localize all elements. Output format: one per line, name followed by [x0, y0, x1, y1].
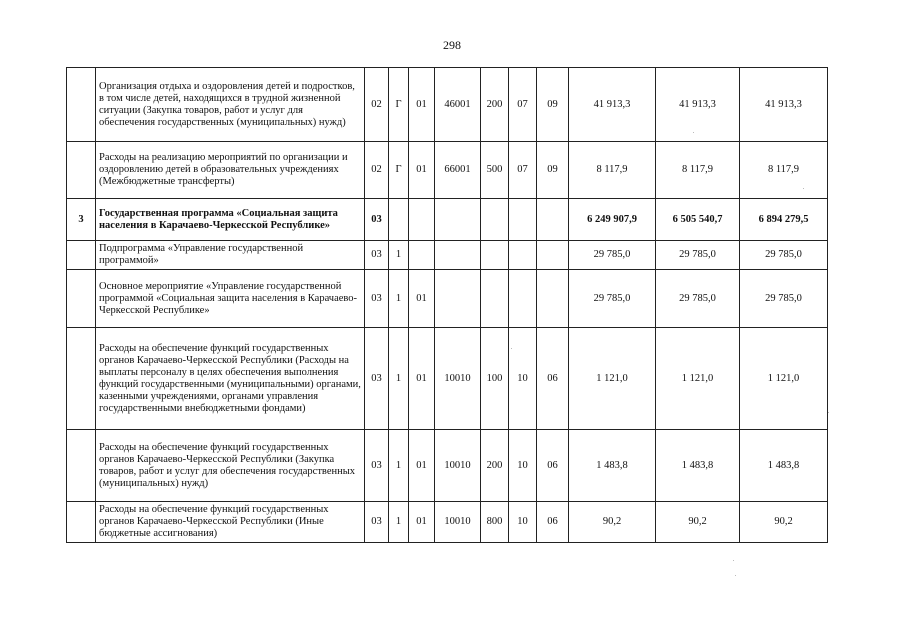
amount-year-1: 90,2 — [569, 502, 656, 543]
code-expense-type — [481, 241, 509, 270]
code-section: 10 — [509, 502, 537, 543]
code-subprogram: 1 — [389, 430, 409, 502]
row-number — [67, 502, 96, 543]
code-program: 03 — [365, 270, 389, 328]
code-event: 01 — [409, 68, 435, 142]
code-expense-type: 800 — [481, 502, 509, 543]
amount-year-3: 6 894 279,5 — [740, 199, 828, 241]
code-subprogram: 1 — [389, 502, 409, 543]
code-subprogram: 1 — [389, 270, 409, 328]
code-subsection: 09 — [537, 142, 569, 199]
table-row — [67, 270, 828, 328]
amount-year-2: 29 785,0 — [656, 270, 740, 328]
table-row — [67, 68, 828, 142]
table-row — [67, 142, 828, 199]
budget-table — [66, 67, 828, 543]
amount-year-1: 41 913,3 — [569, 68, 656, 142]
code-program: 03 — [365, 241, 389, 270]
code-subprogram: 1 — [389, 328, 409, 430]
code-expense-type — [481, 199, 509, 241]
amount-year-3: 1 483,8 — [740, 430, 828, 502]
amount-year-3: 8 117,9 — [740, 142, 828, 199]
row-number — [67, 430, 96, 502]
amount-year-2: 8 117,9 — [656, 142, 740, 199]
code-program: 03 — [365, 430, 389, 502]
amount-year-2: 1 483,8 — [656, 430, 740, 502]
code-event — [409, 199, 435, 241]
row-number — [67, 68, 96, 142]
amount-year-1: 29 785,0 — [569, 270, 656, 328]
scan-speck — [693, 132, 694, 133]
code-event: 01 — [409, 328, 435, 430]
scan-speck — [803, 188, 804, 189]
table-row — [67, 430, 828, 502]
code-subsection: 09 — [537, 68, 569, 142]
scan-speck — [735, 575, 736, 576]
code-section: 07 — [509, 142, 537, 199]
table-row — [67, 328, 828, 430]
table-row — [67, 502, 828, 543]
code-direction — [435, 270, 481, 328]
code-event — [409, 241, 435, 270]
code-subprogram: Г — [389, 68, 409, 142]
row-description: Расходы на обеспечение функций государственных органов Карачаево-Черкесской Республики (Закупка товаров, работ и услуг для обеспечения государственных (муниципальных) нужд) — [96, 430, 365, 502]
row-number — [67, 241, 96, 270]
code-section — [509, 241, 537, 270]
row-number — [67, 142, 96, 199]
code-program: 02 — [365, 68, 389, 142]
code-expense-type — [481, 270, 509, 328]
code-subsection — [537, 270, 569, 328]
amount-year-2: 1 121,0 — [656, 328, 740, 430]
amount-year-3: 90,2 — [740, 502, 828, 543]
code-direction: 10010 — [435, 502, 481, 543]
code-section: 07 — [509, 68, 537, 142]
code-program: 03 — [365, 328, 389, 430]
code-expense-type: 200 — [481, 68, 509, 142]
code-direction: 10010 — [435, 430, 481, 502]
page-number: 298 — [443, 38, 461, 52]
row-number — [67, 270, 96, 328]
code-subsection: 06 — [537, 430, 569, 502]
amount-year-2: 29 785,0 — [656, 241, 740, 270]
row-description: Подпрограмма «Управление государственной программой» — [96, 241, 365, 270]
code-section: 10 — [509, 430, 537, 502]
amount-year-1: 1 483,8 — [569, 430, 656, 502]
scan-speck — [733, 560, 734, 561]
scan-speck — [828, 412, 829, 413]
amount-year-3: 41 913,3 — [740, 68, 828, 142]
code-direction: 66001 — [435, 142, 481, 199]
code-subsection — [537, 199, 569, 241]
code-subsection — [537, 241, 569, 270]
code-expense-type: 200 — [481, 430, 509, 502]
row-description: Расходы на реализацию мероприятий по организации и оздоровлению детей в образовательных учреждениях (Межбюджетные трансферты) — [96, 142, 365, 199]
code-program: 03 — [365, 199, 389, 241]
amount-year-3: 1 121,0 — [740, 328, 828, 430]
code-section — [509, 199, 537, 241]
code-direction — [435, 241, 481, 270]
code-direction: 46001 — [435, 68, 481, 142]
code-program: 02 — [365, 142, 389, 199]
amount-year-2: 6 505 540,7 — [656, 199, 740, 241]
scan-speck — [511, 348, 512, 349]
row-description: Расходы на обеспечение функций государственных органов Карачаево-Черкесской Республики (Расходы на выплаты персоналу в целях обеспечения выполнения функций государственными (муниципальными) органами, казенными учреждениями, органами управления государственными внебюджетными фондами) — [96, 328, 365, 430]
code-event: 01 — [409, 502, 435, 543]
code-section: 10 — [509, 328, 537, 430]
row-number — [67, 328, 96, 430]
code-subprogram: 1 — [389, 241, 409, 270]
table-row — [67, 199, 828, 241]
code-expense-type: 500 — [481, 142, 509, 199]
code-direction: 10010 — [435, 328, 481, 430]
row-description: Организация отдыха и оздоровления детей и подростков, в том числе детей, находящихся в трудной жизненной ситуации (Закупка товаров, работ и услуг для обеспечения государственных (муниципальных) нужд) — [96, 68, 365, 142]
table-row — [67, 241, 828, 270]
amount-year-1: 6 249 907,9 — [569, 199, 656, 241]
amount-year-2: 90,2 — [656, 502, 740, 543]
code-program: 03 — [365, 502, 389, 543]
row-description: Основное мероприятие «Управление государственной программой «Социальная защита населения в Карачаево-Черкесской Республике» — [96, 270, 365, 328]
code-event: 01 — [409, 270, 435, 328]
code-direction — [435, 199, 481, 241]
code-event: 01 — [409, 430, 435, 502]
code-subsection: 06 — [537, 328, 569, 430]
code-expense-type: 100 — [481, 328, 509, 430]
amount-year-3: 29 785,0 — [740, 270, 828, 328]
amount-year-1: 1 121,0 — [569, 328, 656, 430]
amount-year-2: 41 913,3 — [656, 68, 740, 142]
row-description: Государственная программа «Социальная защита населения в Карачаево-Черкесской Республике» — [96, 199, 365, 241]
row-description: Расходы на обеспечение функций государственных органов Карачаево-Черкесской Республики (Иные бюджетные ассигнования) — [96, 502, 365, 543]
code-subprogram — [389, 199, 409, 241]
code-section — [509, 270, 537, 328]
amount-year-1: 8 117,9 — [569, 142, 656, 199]
amount-year-1: 29 785,0 — [569, 241, 656, 270]
code-subprogram: Г — [389, 142, 409, 199]
code-event: 01 — [409, 142, 435, 199]
row-number: 3 — [67, 199, 96, 241]
code-subsection: 06 — [537, 502, 569, 543]
amount-year-3: 29 785,0 — [740, 241, 828, 270]
